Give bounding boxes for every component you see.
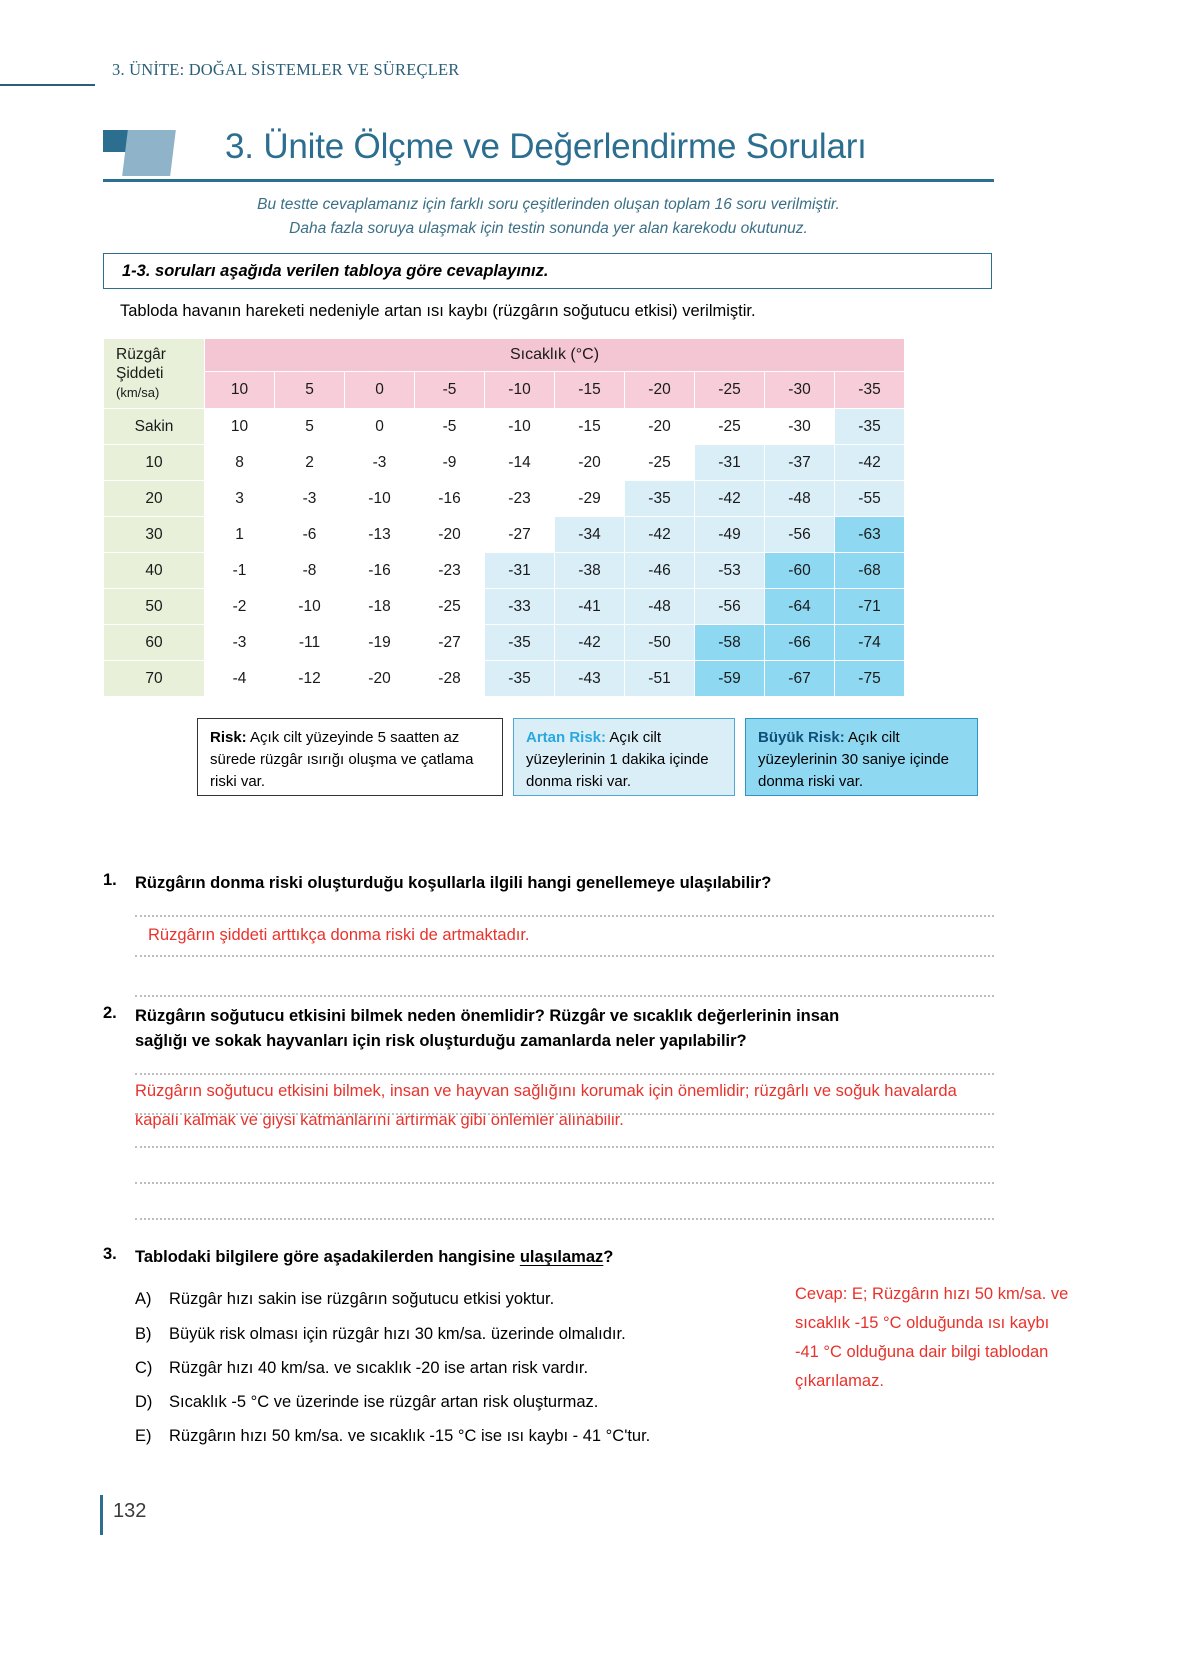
table-cell: -16 <box>345 553 414 588</box>
table-cell: -55 <box>835 481 904 516</box>
question-2-answer-line-1: Rüzgârın soğutucu etkisini bilmek, insan ve hayvan sağlığını korumak için önemlidir; rüzgârlı ve soğuk havalarda <box>135 1082 957 1100</box>
title-underline-rule <box>103 179 994 182</box>
table-cell: -50 <box>625 625 694 660</box>
table-cell: 2 <box>275 445 344 480</box>
table-cell: -10 <box>275 589 344 624</box>
table-cell: -1 <box>205 553 274 588</box>
legend-box-3 <box>745 718 978 796</box>
wind-speed-row-header: 30 <box>104 517 204 552</box>
table-cell: -35 <box>485 661 554 696</box>
table-cell: -56 <box>695 589 764 624</box>
table-cell: -28 <box>415 661 484 696</box>
option-text: Rüzgârın hızı 50 km/sa. ve sıcaklık -15 °C ise ısı kaybı - 41 °C'tur. <box>169 1427 651 1445</box>
table-cell: -42 <box>625 517 694 552</box>
question-2-number: 2. <box>103 1004 117 1022</box>
temperature-column-header: -10 <box>485 372 554 408</box>
wind-speed-row-header: 50 <box>104 589 204 624</box>
intro-line-1: Bu testte cevaplamanız için farklı soru çeşitlerinden oluşan toplam 16 soru verilmiştir. <box>257 196 840 213</box>
table-cell: -68 <box>835 553 904 588</box>
table-cell: -67 <box>765 661 834 696</box>
table-body <box>104 409 904 696</box>
temperature-group-header: Sıcaklık (°C) <box>205 339 904 371</box>
table-cell: -58 <box>695 625 764 660</box>
table-row <box>104 661 904 696</box>
wind-speed-row-header: 20 <box>104 481 204 516</box>
option-d[interactable] <box>135 1393 598 1412</box>
side-answer-line-4: çıkarılamaz. <box>795 1372 884 1390</box>
wind-speed-row-header: 40 <box>104 553 204 588</box>
question-2-text <box>135 1004 995 1054</box>
table-cell: -18 <box>345 589 414 624</box>
option-text: Büyük risk olması için rüzgâr hızı 30 km/sa. üzerinde olmalıdır. <box>169 1325 626 1343</box>
legend-term: Artan Risk: <box>526 729 607 746</box>
answer-rule-1b <box>135 955 994 957</box>
table-cell: -10 <box>345 481 414 516</box>
question-1-answer: Rüzgârın şiddeti arttıkça donma riski de artmaktadır. <box>148 926 530 944</box>
wind-speed-row-header: 10 <box>104 445 204 480</box>
table-cell: -49 <box>695 517 764 552</box>
table-cell: -23 <box>485 481 554 516</box>
table-cell: -5 <box>415 409 484 444</box>
question-2-text-line-2: sağlığı ve sokak hayvanları için risk oluşturduğu zamanlarda neler yapılabilir? <box>135 1032 747 1050</box>
table-cell: -35 <box>485 625 554 660</box>
table-group-header-row <box>104 339 904 371</box>
legend-box-2 <box>513 718 735 796</box>
option-e[interactable] <box>135 1427 650 1446</box>
table-cell: -2 <box>205 589 274 624</box>
wind-speed-row-header: 60 <box>104 625 204 660</box>
answer-rule-2e <box>135 1218 994 1220</box>
table-cell: -48 <box>765 481 834 516</box>
answer-rule-2c <box>135 1146 994 1148</box>
table-cell: -3 <box>205 625 274 660</box>
temperature-column-header: 10 <box>205 372 274 408</box>
table-cell: -63 <box>835 517 904 552</box>
table-cell: -64 <box>765 589 834 624</box>
table-cell: -14 <box>485 445 554 480</box>
table-cell: -42 <box>835 445 904 480</box>
table-cell: -48 <box>625 589 694 624</box>
question-1-number: 1. <box>103 871 117 889</box>
table-cell: -15 <box>555 409 624 444</box>
table-cell: -35 <box>835 409 904 444</box>
table-cell: -25 <box>695 409 764 444</box>
option-text: Sıcaklık -5 °C ve üzerinde ise rüzgâr artan risk oluşturmaz. <box>169 1393 599 1411</box>
directive-text: 1-3. soruları aşağıda verilen tabloya göre cevaplayınız. <box>122 261 549 280</box>
table-row <box>104 481 904 516</box>
table-cell: 3 <box>205 481 274 516</box>
table-corner-header <box>104 339 204 408</box>
table-cell: -20 <box>415 517 484 552</box>
wind-chill-table <box>103 338 905 697</box>
test-intro <box>103 193 994 241</box>
option-label: B) <box>135 1325 152 1343</box>
table-cell: -38 <box>555 553 624 588</box>
question-3-text <box>135 1245 835 1270</box>
temperature-column-header: 5 <box>275 372 344 408</box>
temperature-column-header: -5 <box>415 372 484 408</box>
table-row <box>104 589 904 624</box>
table-cell: 5 <box>275 409 344 444</box>
flag-light-shape <box>122 130 176 176</box>
table-cell: -53 <box>695 553 764 588</box>
answer-rule-2d <box>135 1182 994 1184</box>
wind-speed-row-header: 70 <box>104 661 204 696</box>
table-cell: -33 <box>485 589 554 624</box>
intro-line-2: Daha fazla soruya ulaşmak için testin sonunda yer alan karekodu okutunuz. <box>289 220 808 237</box>
side-answer-line-1: Cevap: E; Rüzgârın hızı 50 km/sa. ve <box>795 1285 1069 1303</box>
option-text: Rüzgâr hızı sakin ise rüzgârın soğutucu etkisi yoktur. <box>169 1290 555 1308</box>
option-c[interactable] <box>135 1359 588 1378</box>
answer-rule-2a <box>135 1073 994 1075</box>
question-2-answer-line-2: kapalı kalmak ve giysi katmanlarını artırmak gibi önlemler alınabilir. <box>135 1111 624 1129</box>
answer-rule-2b <box>135 1113 994 1115</box>
corner-line-2: Şiddeti <box>116 365 164 382</box>
table-cell: -16 <box>415 481 484 516</box>
question-2-text-line-1: Rüzgârın soğutucu etkisini bilmek neden önemlidir? Rüzgâr ve sıcaklık değerlerinin insan <box>135 1007 840 1025</box>
table-cell: -31 <box>485 553 554 588</box>
option-text: Rüzgâr hızı 40 km/sa. ve sıcaklık -20 ise artan risk vardır. <box>169 1359 589 1377</box>
table-cell: -20 <box>555 445 624 480</box>
running-head: 3. ÜNİTE: DOĞAL SİSTEMLER VE SÜREÇLER <box>112 60 460 79</box>
temperature-column-header: -25 <box>695 372 764 408</box>
corner-line-1: Rüzgâr <box>116 346 166 363</box>
question-3-text-underlined: ulaşılamaz <box>519 1248 604 1266</box>
table-row <box>104 409 904 444</box>
footer-accent-bar <box>100 1495 103 1535</box>
table-column-header-row <box>104 372 904 408</box>
question-3-side-answer <box>795 1280 1085 1396</box>
table-cell: -43 <box>555 661 624 696</box>
table-cell: -27 <box>415 625 484 660</box>
answer-rule-1a <box>135 915 994 917</box>
table-cell: -11 <box>275 625 344 660</box>
table-cell: -3 <box>275 481 344 516</box>
temperature-column-header: -20 <box>625 372 694 408</box>
side-answer-line-2: sıcaklık -15 °C olduğunda ısı kaybı <box>795 1314 1050 1332</box>
table-cell: -9 <box>415 445 484 480</box>
table-cell: -29 <box>555 481 624 516</box>
table-cell: 1 <box>205 517 274 552</box>
table-cell: -23 <box>415 553 484 588</box>
table-cell: -74 <box>835 625 904 660</box>
table-cell: -56 <box>765 517 834 552</box>
table-cell: -66 <box>765 625 834 660</box>
table-cell: -46 <box>625 553 694 588</box>
table-cell: -37 <box>765 445 834 480</box>
legend-term: Büyük Risk: <box>758 729 845 746</box>
legend-description: Açık cilt yüzeyinde 5 saatten az sürede rüzgâr ısırığı oluşma ve çatlama riski var. <box>210 729 474 790</box>
side-answer-line-3: -41 °C olduğuna dair bilgi tablodan <box>795 1343 1049 1361</box>
legend-term: Risk: <box>210 729 247 746</box>
table-cell: -35 <box>625 481 694 516</box>
table-cell: -59 <box>695 661 764 696</box>
wind-speed-row-header: Sakin <box>104 409 204 444</box>
table-cell: -3 <box>345 445 414 480</box>
table-row <box>104 517 904 552</box>
table-leadin-text: Tabloda havanın hareketi nedeniyle artan ısı kaybı (rüzgârın soğutucu etkisi) verilmiştir. <box>120 302 756 320</box>
table-cell: -20 <box>625 409 694 444</box>
table-head <box>104 339 904 408</box>
question-3-text-suffix: ? <box>603 1248 614 1266</box>
legend-description: Açık cilt yüzeylerinin 1 dakika içinde donma riski var. <box>526 729 709 790</box>
table-cell: -25 <box>415 589 484 624</box>
question-1-text: Rüzgârın donma riski oluşturduğu koşullarla ilgili hangi genellemeye ulaşılabilir? <box>135 874 772 892</box>
option-label: D) <box>135 1393 153 1411</box>
table-cell: -51 <box>625 661 694 696</box>
table-cell: -75 <box>835 661 904 696</box>
option-label: C) <box>135 1359 153 1377</box>
table-cell: -34 <box>555 517 624 552</box>
table-cell: 8 <box>205 445 274 480</box>
running-head-rule <box>0 84 95 86</box>
table-cell: -12 <box>275 661 344 696</box>
table-cell: -8 <box>275 553 344 588</box>
table-row <box>104 553 904 588</box>
table-cell: -42 <box>695 481 764 516</box>
option-label: E) <box>135 1427 152 1445</box>
table-cell: -19 <box>345 625 414 660</box>
table-cell: 0 <box>345 409 414 444</box>
table-cell: -71 <box>835 589 904 624</box>
page-title: 3. Ünite Ölçme ve Değerlendirme Soruları <box>225 127 867 166</box>
corner-line-3: (km/sa) <box>116 385 160 400</box>
legend-box-1 <box>197 718 503 796</box>
option-label: A) <box>135 1290 152 1308</box>
table-cell: -42 <box>555 625 624 660</box>
table-cell: -10 <box>485 409 554 444</box>
question-3-number: 3. <box>103 1245 117 1263</box>
table-row <box>104 625 904 660</box>
temperature-column-header: -35 <box>835 372 904 408</box>
legend-description: Açık cilt yüzeylerinin 30 saniye içinde donma riski var. <box>758 729 949 790</box>
temperature-column-header: -30 <box>765 372 834 408</box>
table-cell: -25 <box>625 445 694 480</box>
table-cell: -13 <box>345 517 414 552</box>
table-cell: -31 <box>695 445 764 480</box>
table-cell: -30 <box>765 409 834 444</box>
table-cell: -4 <box>205 661 274 696</box>
table-cell: -6 <box>275 517 344 552</box>
table-cell: -20 <box>345 661 414 696</box>
question-3-text-prefix: Tablodaki bilgilere göre aşadakilerden hangisine <box>135 1248 520 1266</box>
temperature-column-header: 0 <box>345 372 414 408</box>
question-2-answer <box>135 1077 995 1135</box>
table-cell: -27 <box>485 517 554 552</box>
table-cell: -41 <box>555 589 624 624</box>
flag-decoration-icon <box>103 130 175 176</box>
table-cell: 10 <box>205 409 274 444</box>
table-cell: -60 <box>765 553 834 588</box>
temperature-column-header: -15 <box>555 372 624 408</box>
option-a[interactable] <box>135 1290 554 1309</box>
directive-box <box>103 253 992 289</box>
risk-legend <box>197 718 987 796</box>
answer-rule-1c <box>135 995 994 997</box>
option-b[interactable] <box>135 1325 626 1344</box>
page-number: 132 <box>113 1500 147 1522</box>
table-row <box>104 445 904 480</box>
